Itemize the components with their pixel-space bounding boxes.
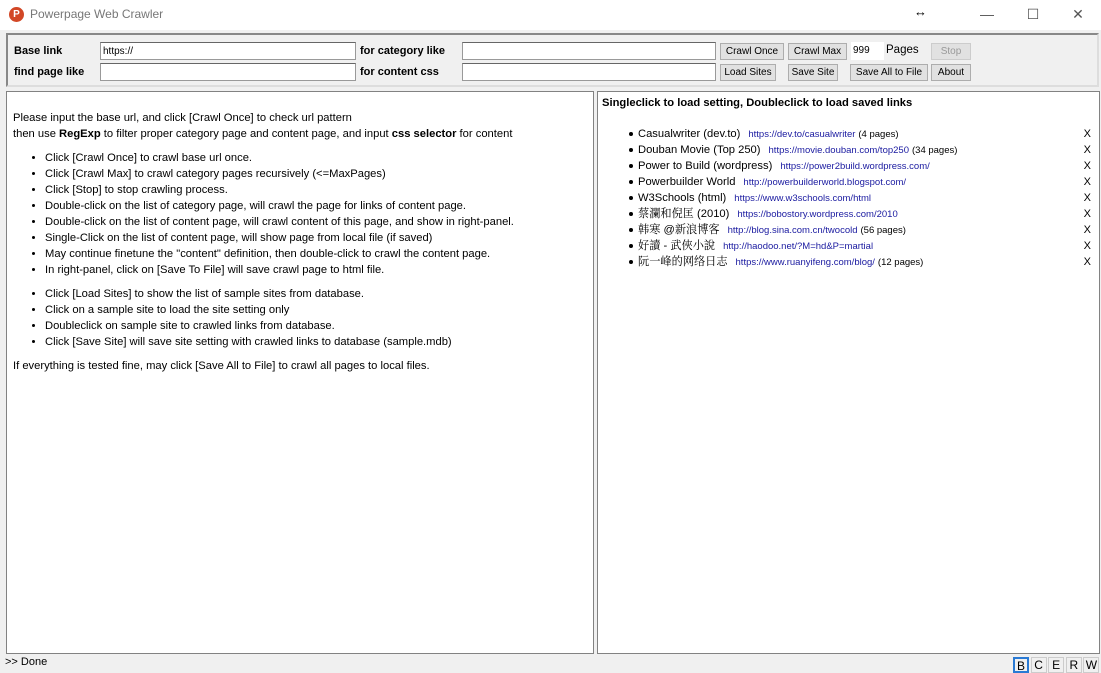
category-input[interactable] (462, 42, 716, 60)
site-url: https://movie.douban.com/top250 (768, 145, 909, 156)
site-name: 蔡瀾和倪匡 (2010) (638, 208, 730, 220)
instruction-item: • Click [Crawl Max] to crawl category pages recursively (<=MaxPages) (45, 166, 587, 182)
instruction-item: • May continue finetune the "content" definition, then double-click to crawl the content page. (45, 246, 587, 262)
instruction-item: • Double-click on the list of category page, will crawl the page for links of content page. (45, 198, 587, 214)
app-icon: P (9, 7, 24, 22)
site-pages: (4 pages) (858, 129, 899, 140)
site-name: Power to Build (wordpress) (638, 160, 773, 172)
instruction-item: • Click [Load Sites] to show the list of sample sites from database. (45, 286, 587, 302)
instruction-item: • In right-panel, click on [Save To File] will save crawl page to html file. (45, 262, 587, 278)
site-url: https://bobostory.wordpress.com/2010 (737, 209, 898, 220)
site-pages: (12 pages) (877, 257, 924, 268)
site-pages: (34 pages) (912, 145, 958, 156)
site-item[interactable] (602, 222, 1095, 238)
instruction-item: • Click [Crawl Once] to crawl base url once. (45, 150, 587, 166)
remove-site-button[interactable]: X (1083, 208, 1091, 220)
category-label: for category like (360, 45, 445, 57)
site-item[interactable] (602, 142, 1095, 158)
site-item[interactable] (602, 206, 1095, 222)
crawl-max-button[interactable]: Crawl Max (788, 43, 847, 60)
site-name: 好讀 - 武俠小說 (638, 240, 716, 252)
intro-text-a: then use (13, 128, 60, 140)
site-item[interactable] (602, 238, 1095, 254)
find-page-input[interactable] (100, 63, 356, 81)
site-item[interactable] (602, 254, 1095, 270)
site-url: http://blog.sina.com.cn/twocold (727, 225, 858, 236)
site-item[interactable] (602, 126, 1095, 142)
base-link-label: Base link (14, 45, 63, 57)
instruction-item: • Click [Stop] to stop crawling process. (45, 182, 587, 198)
intro-text-e: for content (456, 128, 513, 140)
title-bar (0, 0, 1101, 30)
pages-label: Pages (886, 44, 919, 56)
remove-site-button[interactable]: X (1083, 160, 1091, 172)
remove-site-button[interactable]: X (1083, 240, 1091, 252)
site-item[interactable] (602, 190, 1095, 206)
flag-b-button[interactable]: B (1013, 657, 1029, 673)
instruction-item: • Click [Save Site] will save site setting with crawled links to database (sample.mdb) (45, 334, 587, 350)
maximize-button[interactable]: ☐ (1026, 6, 1040, 22)
sites-heading: Singleclick to load setting, Doubleclick to load saved links (602, 97, 913, 109)
flag-e-button[interactable]: E (1048, 657, 1064, 673)
instruction-item: • Doubleclick on sample site to crawled links from database. (45, 318, 587, 334)
site-url: https://www.w3schools.com/html (734, 193, 872, 204)
help-footer: If everything is tested fine, may click [Save All to File] to crawl all pages to local files. (13, 360, 430, 372)
minimize-button[interactable]: — (980, 6, 994, 22)
help-panel (6, 91, 594, 654)
site-item[interactable] (602, 174, 1095, 190)
remove-site-button[interactable]: X (1083, 176, 1091, 188)
max-pages-input[interactable]: 999 (851, 42, 884, 60)
site-name: Casualwriter (dev.to) (638, 128, 741, 140)
save-site-button[interactable]: Save Site (788, 64, 838, 81)
flag-r-button[interactable]: R (1066, 657, 1082, 673)
intro-css-selector: css selector (391, 128, 457, 140)
close-button[interactable]: ✕ (1072, 6, 1084, 22)
content-css-label: for content css (360, 66, 439, 78)
about-button[interactable]: About (931, 64, 971, 81)
flag-c-button[interactable]: C (1031, 657, 1047, 673)
intro-text-c: to filter proper category page and content page, and input (100, 128, 392, 140)
site-name: W3Schools (html) (638, 192, 727, 204)
save-all-button[interactable]: Save All to File (850, 64, 928, 81)
stop-button[interactable]: Stop (931, 43, 971, 60)
sites-panel (597, 91, 1100, 654)
site-url: https://dev.to/casualwriter (748, 129, 856, 140)
remove-site-button[interactable]: X (1083, 224, 1091, 236)
base-link-input[interactable]: https:// (100, 42, 356, 60)
load-sites-button[interactable]: Load Sites (720, 64, 776, 81)
content-css-input[interactable] (462, 63, 716, 81)
site-url: https://www.ruanyifeng.com/blog/ (735, 257, 875, 268)
site-instructions (45, 286, 587, 350)
site-name: Powerbuilder World (638, 176, 736, 188)
find-page-label: find page like (14, 66, 85, 78)
remove-site-button[interactable]: X (1083, 256, 1091, 268)
remove-site-button[interactable]: X (1083, 144, 1091, 156)
site-name: 阮一峰的网络日志 (638, 256, 728, 268)
instruction-item: • Double-click on the list of content page, will crawl content of this page, and show in right-panel. (45, 214, 587, 230)
crawl-instructions (45, 150, 587, 278)
status-text: >> Done (5, 656, 48, 668)
site-url: https://power2build.wordpress.com/ (780, 161, 930, 172)
window-title: Powerpage Web Crawler (30, 7, 164, 21)
resize-cursor-icon: ↔ (914, 4, 927, 19)
site-list (602, 126, 1095, 270)
intro-line-1: Please input the base url, and click [Crawl Once] to check url pattern (13, 112, 352, 124)
site-url: http://haodoo.net/?M=hd&P=martial (723, 241, 874, 252)
intro-line-2 (13, 126, 587, 142)
site-name: 韩寒 @新浪博客 (638, 224, 720, 236)
intro-regexp: RegExp (59, 128, 101, 140)
instruction-item: • Click on a sample site to load the site setting only (45, 302, 587, 318)
site-url: http://powerbuilderworld.blogspot.com/ (743, 177, 907, 188)
flag-w-button[interactable]: W (1083, 657, 1099, 673)
site-item[interactable] (602, 158, 1095, 174)
crawl-once-button[interactable]: Crawl Once (720, 43, 784, 60)
remove-site-button[interactable]: X (1083, 128, 1091, 140)
site-pages: (56 pages) (860, 225, 906, 236)
instruction-item: • Single-Click on the list of content page, will show page from local file (if saved) (45, 230, 587, 246)
site-name: Douban Movie (Top 250) (638, 144, 761, 156)
remove-site-button[interactable]: X (1083, 192, 1091, 204)
